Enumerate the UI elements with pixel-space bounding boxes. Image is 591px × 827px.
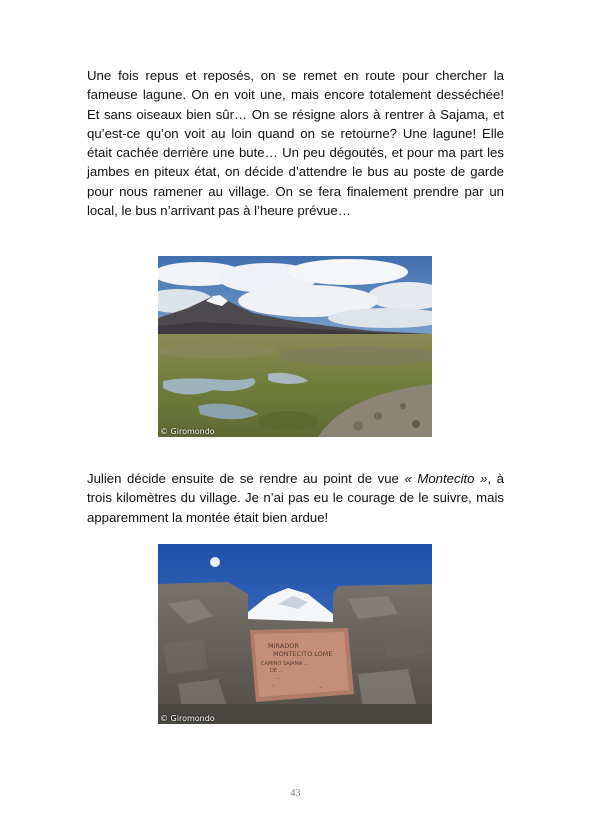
- montecito-italic: « Montecito »: [404, 471, 488, 486]
- photo-sajama-lagoon: [158, 256, 432, 437]
- landscape-illustration: [158, 256, 432, 437]
- plaque-line-7: ...: [318, 684, 323, 690]
- watermark-giromondo-1: © Giromondo: [160, 427, 215, 436]
- plaque-line-2: MONTECITO LOME: [273, 650, 333, 658]
- plaque-line-3: CAMINO SAJAMA ...: [261, 661, 309, 667]
- plaque-line-1: MIRADOR: [268, 642, 299, 650]
- paragraph-montecito: [87, 469, 504, 527]
- paragraph-lagune: Une fois repus et reposés, on se remet en route pour chercher la fameuse lagune. On en voit une, mais encore totalement desséchée! Et sans oiseaux bien sûr… On se résigne alors à rentrer à Sajama, et qu’est-ce qu’on voit au loin quand on se retourne? Une lagune! Elle était cachée derrière une bute… Un peu dégoutés, et pour ma part les jambes en piteux état, on décide d’attendre le bus au poste de garde pour nous ramener au village. On se fera finalement prendre par un local, le bus n’arrivant pas à l’heure prévue…: [87, 68, 504, 219]
- plaque-line-5: ...: [276, 675, 281, 681]
- photo-mirador-montecito: [158, 544, 432, 724]
- paragraph-montecito-text-a: Julien décide ensuite de se rendre au point de vue: [87, 471, 405, 486]
- mirador-illustration: [158, 544, 432, 724]
- paragraph-montecito-text-b: , à trois kilomètres du village. Je n’ai pas eu le courage de le suivre, mais apparemment la montée était bien ardue!: [87, 471, 504, 525]
- page-number: 43: [290, 788, 301, 799]
- watermark-giromondo-2: © Giromondo: [160, 714, 215, 723]
- plaque-line-6: ...: [270, 682, 275, 688]
- plaque-line-4: DE ...: [270, 668, 284, 674]
